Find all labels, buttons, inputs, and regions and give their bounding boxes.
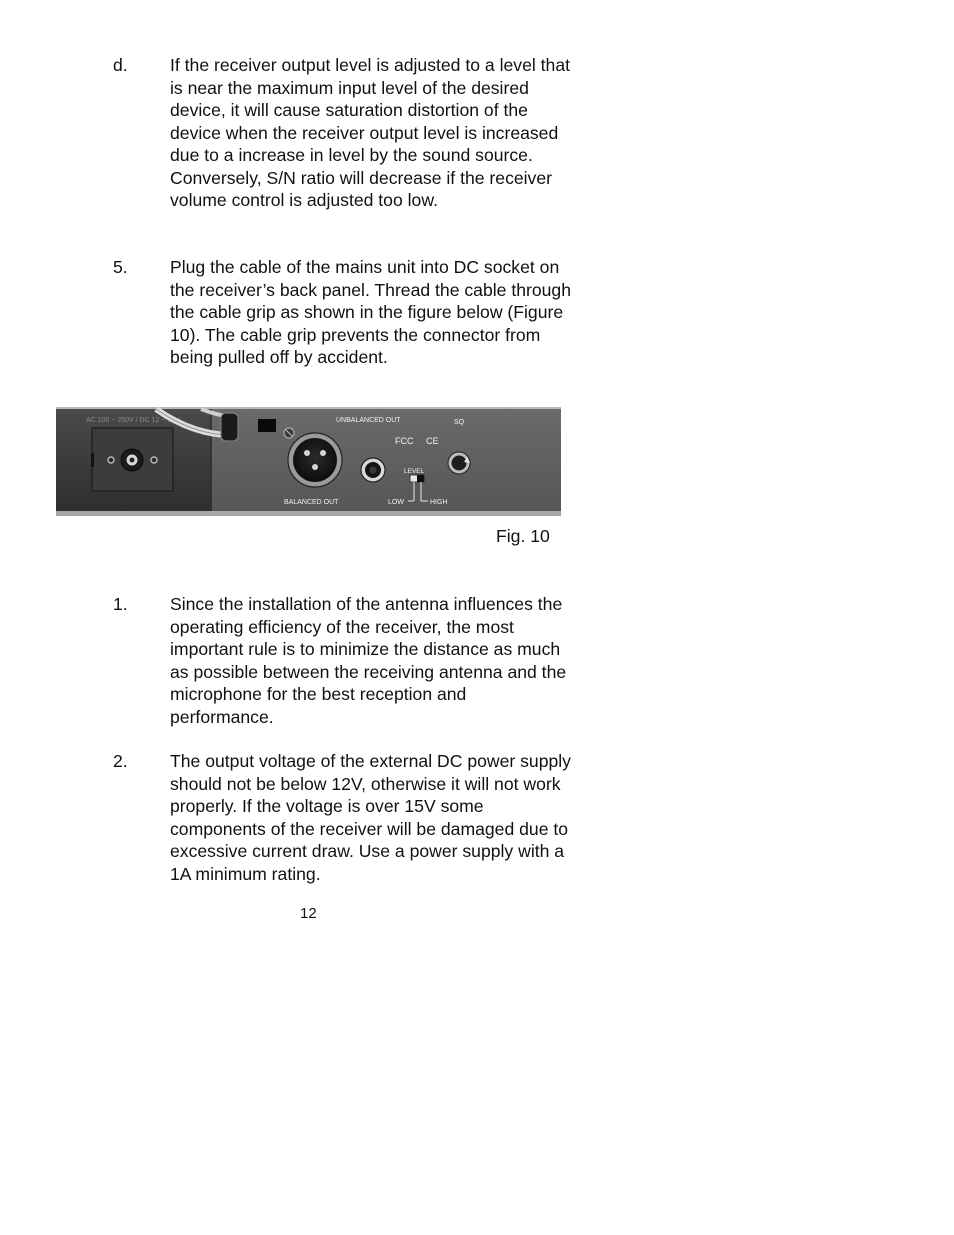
low-label: LOW (388, 499, 404, 506)
item-marker: 1. (113, 594, 128, 614)
item-text: Plug the cable of the mains unit into DC socket on the receiver’s back panel. Thread the cable through the cable grip as shown in the figure below (Figure 10). The cable grip prevents the connector from being pulled off by accident. (170, 257, 572, 367)
fcc-mark: FCC (395, 436, 414, 446)
unbalanced-out-label: UNBALANCED OUT (336, 417, 401, 424)
back-panel-illustration (56, 407, 561, 516)
high-label: HIGH (430, 499, 448, 506)
item-text: If the receiver output level is adjusted to a level that is near the maximum input level of the desired device, it will cause saturation distortion of the device when the receiver output level is increased due to a increase in level by the sound source. Conversely, S/N ratio will decrease if the receiver volume control is adjusted too low. (170, 55, 571, 210)
item-text: Since the installation of the antenna influences the operating efficiency of the receiver, the most important rule is to minimize the distance as much as possible between the receiving antenna and the microphone for the best reception and performance. (170, 594, 567, 727)
item-marker: d. (113, 55, 128, 75)
instruction-item-d (113, 54, 573, 212)
item-text: The output voltage of the external DC power supply should not be below 12V, otherwise it will not work properly. If the voltage is over 15V some components of the receiver will be damaged due to excessive current draw. Use a power supply with a 1A minimum rating. (170, 751, 571, 884)
sq-label: SQ (454, 419, 465, 426)
level-label: LEVEL (404, 468, 425, 475)
page-number: 12 (300, 905, 317, 922)
instruction-item-5 (113, 256, 573, 369)
item-marker: 2. (113, 751, 128, 771)
cable-grip (221, 413, 238, 441)
power-rating-label: AC 100 ~ 250V / DC 12 ~ 15V (86, 417, 180, 424)
grip-slot (258, 419, 276, 432)
figure-caption: Fig. 10 (496, 526, 550, 546)
item-marker: 5. (113, 257, 128, 277)
screw-icon (108, 457, 114, 463)
balanced-out-label: BALANCED OUT (284, 499, 339, 506)
screw-icon (151, 457, 157, 463)
receiver-back-panel-figure (56, 407, 561, 516)
instruction-item-2 (113, 750, 573, 885)
ce-mark: CE (426, 436, 439, 446)
instruction-item-1 (113, 593, 573, 728)
